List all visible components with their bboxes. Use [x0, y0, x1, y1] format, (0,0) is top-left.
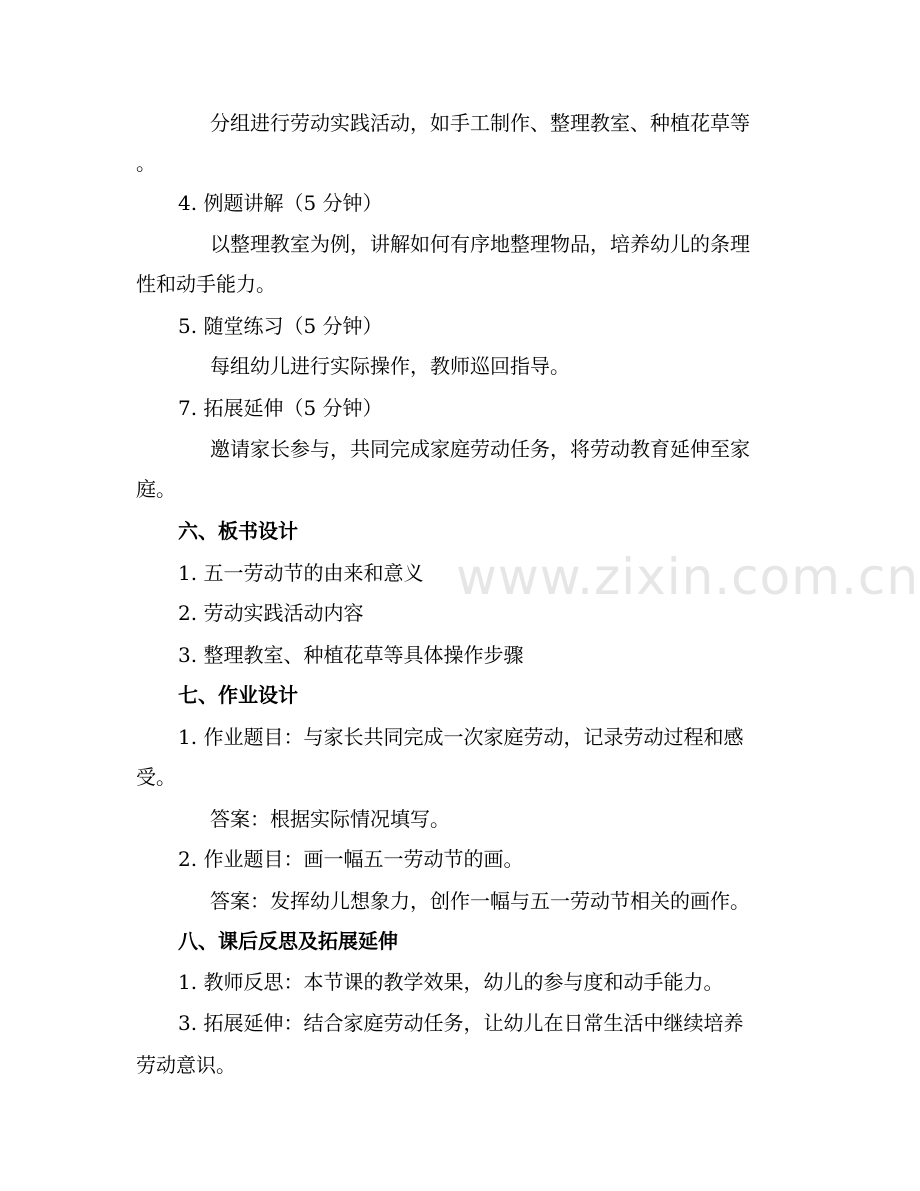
- paragraph-line: 性和动手能力。: [136, 272, 276, 296]
- answer-line: 答案：发挥幼儿想象力，创作一幅与五一劳动节相关的画作。: [210, 889, 750, 913]
- watermark: www.zixin.com.cn: [456, 548, 920, 606]
- list-item-heading: 4. 例题讲解（5 分钟）: [178, 191, 383, 215]
- section-heading: 六、板书设计: [178, 519, 298, 543]
- list-item: 2. 作业题目：画一幅五一劳动节的画。: [178, 847, 524, 871]
- section-heading: 七、作业设计: [178, 683, 298, 707]
- paragraph-line: 每组幼儿进行实际操作，教师巡回指导。: [210, 354, 570, 378]
- paragraph-line: 邀请家长参与，共同完成家庭劳动任务，将劳动教育延伸至家: [210, 437, 750, 461]
- paragraph-line: 。: [136, 151, 156, 175]
- list-item: 3. 整理教室、种植花草等具体操作步骤: [178, 643, 524, 667]
- list-item-heading: 5. 随堂练习（5 分钟）: [178, 314, 383, 338]
- paragraph-line: 劳动意识。: [136, 1053, 236, 1077]
- list-item: 1. 教师反思：本节课的教学效果，幼儿的参与度和动手能力。: [178, 970, 724, 994]
- list-item: 1. 作业题目：与家长共同完成一次家庭劳动，记录劳动过程和感: [178, 725, 744, 749]
- paragraph-line: 分组进行劳动实践活动，如手工制作、整理教室、种植花草等: [210, 111, 750, 135]
- list-item: 2. 劳动实践活动内容: [178, 601, 364, 625]
- answer-line: 答案：根据实际情况填写。: [210, 807, 450, 831]
- paragraph-line: 庭。: [136, 477, 176, 501]
- list-item: 3. 拓展延伸：结合家庭劳动任务，让幼儿在日常生活中继续培养: [178, 1011, 744, 1035]
- list-item-heading: 7. 拓展延伸（5 分钟）: [178, 396, 383, 420]
- list-item: 1. 五一劳动节的由来和意义: [178, 561, 424, 585]
- section-heading: 八、课后反思及拓展延伸: [178, 929, 398, 953]
- paragraph-line: 受。: [136, 765, 176, 789]
- paragraph-line: 以整理教室为例，讲解如何有序地整理物品，培养幼儿的条理: [210, 232, 750, 256]
